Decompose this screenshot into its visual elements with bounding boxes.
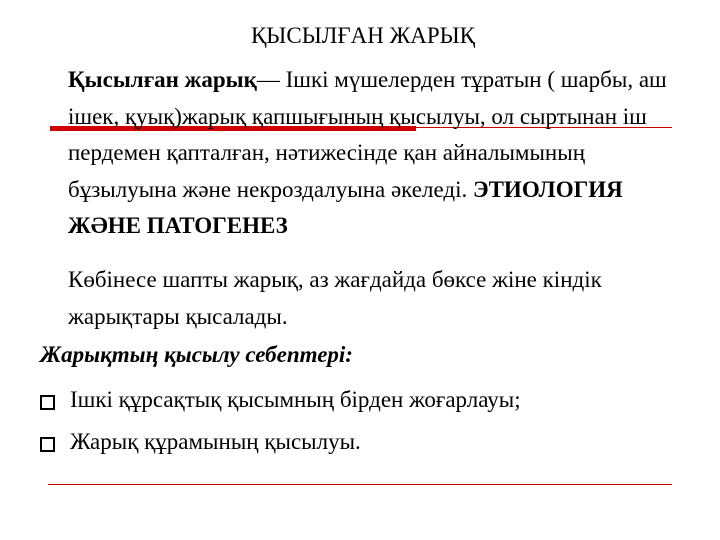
red-bottom-rule	[48, 484, 672, 485]
causes-list	[40, 384, 521, 468]
cause-text: Ішкі құрсақтық қысымның бірден жоғарлауы;	[70, 387, 521, 412]
etiology-heading: ЭТИОЛОГИЯ ЖӘНЕ ПАТОГЕНЕЗ	[68, 176, 623, 238]
list-item	[40, 384, 521, 426]
slide-title-text: ҚЫСЫЛҒАН ЖАРЫҚ	[250, 23, 476, 48]
cause-text: Жарық құрамының қысылуы.	[70, 429, 361, 454]
definition-text: — Ішкі мүшелерден тұратын ( шарбы, аш ішек, қуық)жарық қапшығының қысылуы, ол сыртынан іш пердемен қапталған, нәтижесінде қан айналымының бұзылуына және некроздалуына әкеледі.	[68, 67, 667, 202]
hollow-square-icon	[40, 437, 55, 452]
definition-paragraph	[68, 62, 698, 245]
frequency-paragraph: Көбінесе шапты жарық, аз жағдайда бөксе жіне кіндік жарықтары қысалады.	[68, 267, 602, 329]
hollow-square-icon	[40, 395, 55, 410]
slide-title	[0, 22, 720, 50]
list-item	[40, 426, 521, 468]
definition-term: Қысылған жарық	[68, 67, 257, 92]
causes-heading: Жарықтың қысылу себептері:	[40, 342, 353, 367]
